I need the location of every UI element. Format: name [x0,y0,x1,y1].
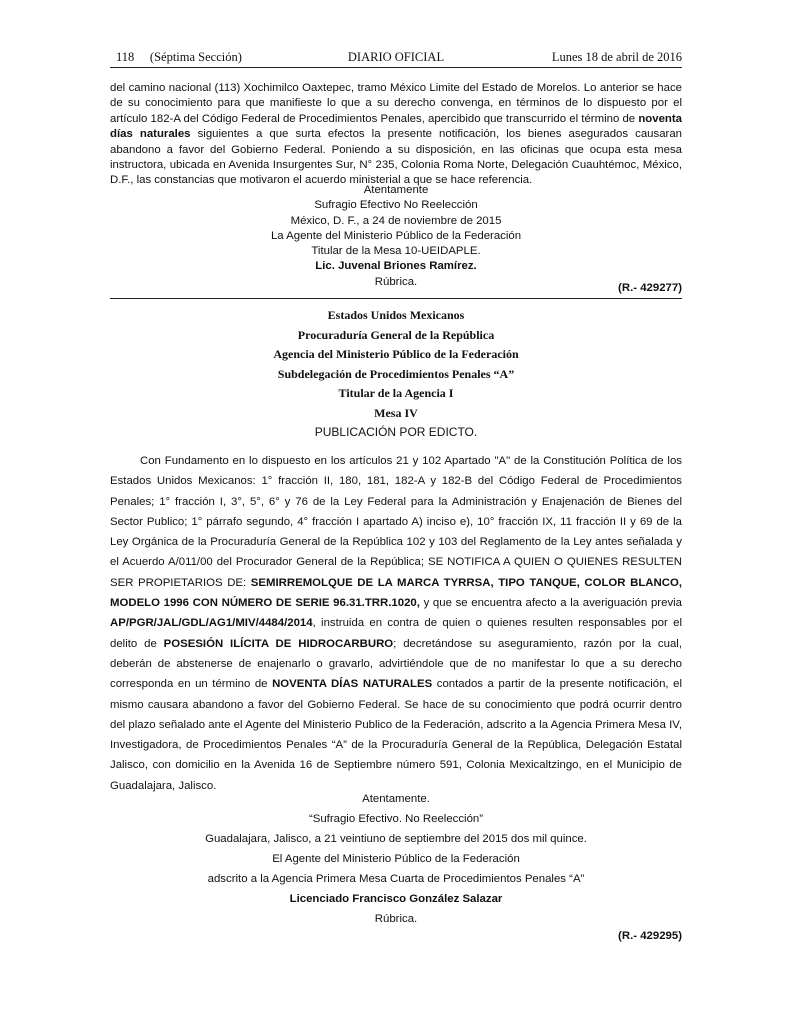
heading-line: Mesa IV [374,405,418,420]
notice-divider [110,298,682,299]
heading-line: Agencia del Ministerio Público de la Federación [273,347,519,362]
page-header [110,50,682,68]
publication-type: PUBLICACIÓN POR EDICTO. [314,424,478,439]
notice1-signature-block [110,183,682,290]
publication-name: DIARIO OFICIAL [347,50,445,64]
closing: Atentamente. [362,793,430,805]
signer-name: Licenciado Francisco González Salazar [289,893,503,905]
heading-line: Titular de la Agencia I [338,386,454,401]
notice1-paragraph: del camino nacional (113) Xochimilco Oaxtepec, tramo México Limite del Estado de Morelos. Lo anterior se hace de su conocimiento para que manifieste lo que a su derecho convenga, en términos de lo dispuesto por el artículo 182-A del Código Federal de Procedimientos Penales, apercibido que transcurrido el término de noventa días naturales siguientes a que surta efectos la presente notificación, los bienes asegurados causaran abandono a favor del Gobierno Federal. Poniendo a su disposición, en las oficinas que ocupa esta mesa instructora, ubicada en Avenida Insurgentes Sur, N° 235, Colonia Roma Norte, Delegación Cuauhtémoc, México, D.F., las constancias que motivaron el acuerdo ministerial a que se hace referencia. [110,82,683,187]
rubrica: Rúbrica. [374,275,418,288]
signer-name: Lic. Juvenal Briones Ramírez. [315,260,477,273]
notice2-signature-block [110,789,682,929]
notice1-reference: (R.- 429277) [618,282,682,294]
heading-line: Estados Unidos Mexicanos [327,308,465,322]
rubrica: Rúbrica. [374,913,418,925]
publication-date: Lunes 18 de abril de 2016 [551,50,682,64]
notice2-reference: (R.- 429295) [618,930,682,942]
heading-line: Subdelegación de Procedimientos Penales “A” [277,366,515,381]
motto: “Sufragio Efectivo. No Reelección” [308,813,484,825]
place-date: México, D. F., a 24 de noviembre de 2015 [290,214,502,227]
closing: Atentamente [363,184,429,196]
motto: Sufragio Efectivo No Reelección [314,199,478,212]
section-label: (Séptima Sección) [149,50,242,64]
notice2-paragraph: Con Fundamento en lo dispuesto en los artículos 21 y 102 Apartado "A" de la Constitución Política de los Estados Unidos Mexicanos: 1° fracción II, 180, 181, 182-A y 182-B del Código Federal de Procedimientos Penales; 1° fracción I, 3°, 5°, 6° y 76 de la Ley Federal para la Administración y Enajenación de Bienes del Sector Publico; 1° párrafo segundo, 4° fracción I apartado A) inciso e), 10° fracción IX, 11 fracción II y 69 de la Ley Orgánica de la Procuraduría General de la República 102 y 103 del Reglamento de la Ley antes señalada y el Acuerdo A/011/00 del Procurador General de la República; SE NOTIFICA A QUIEN O QUIENES RESULTEN SER PROPIETARIOS DE: SEMIRREMOLQUE DE LA MARCA TYRRSA, TIPO TANQUE, COLOR BLANCO, MODELO 1996 CON NÚMERO DE SERIE 96.31.TRR.1020, y que se encuentra afecto a la averiguación previa AP/PGR/JAL/GDL/AG1/MIV/4484/2014, instruida en contra de quien o quienes resulten responsables por el delito de POSESIÓN ILÍCITA DE HIDROCARBURO; decretándose su aseguramiento, razón por la cual, deberán de abstenerse de enajenarlo o gravarlo, advirtiéndole que de no manifestar lo que a su derecho corresponda en un término de NOVENTA DÍAS NATURALES contados a partir de la presente notificación, el mismo causara abandono a favor del Gobierno Federal. Se hace de su conocimiento que podrá ocurrir dentro del plazo señalado ante el Agente del Ministerio Publico de la Federación, adscrito a la Agencia Primera Mesa IV, Investigadora, de Procedimientos Penales “A” de la Procuraduría General de la República, Delegación Estatal Jalisco, con domicilio en la Avenida 16 de Septiembre número 591, Colonia Mexicaltzingo, en el Municipio de Guadalajara, Jalisco. [110,455,683,792]
place-date: Guadalajara, Jalisco, a 21 veintiuno de septiembre del 2015 dos mil quince. [205,833,587,845]
signer-role: El Agente del Ministerio Público de la Federación [272,853,520,865]
page-number: 118 [116,50,135,64]
heading-line: Procuraduría General de la República [297,327,495,342]
signer-role: La Agente del Ministerio Público de la Federación [270,229,522,242]
header-divider [110,67,682,68]
signer-title: Titular de la Mesa 10-UEIDAPLE. [311,245,481,258]
notice2-headings [110,306,682,441]
signer-assignment: adscrito a la Agencia Primera Mesa Cuarta de Procedimientos Penales “A” [207,873,585,885]
